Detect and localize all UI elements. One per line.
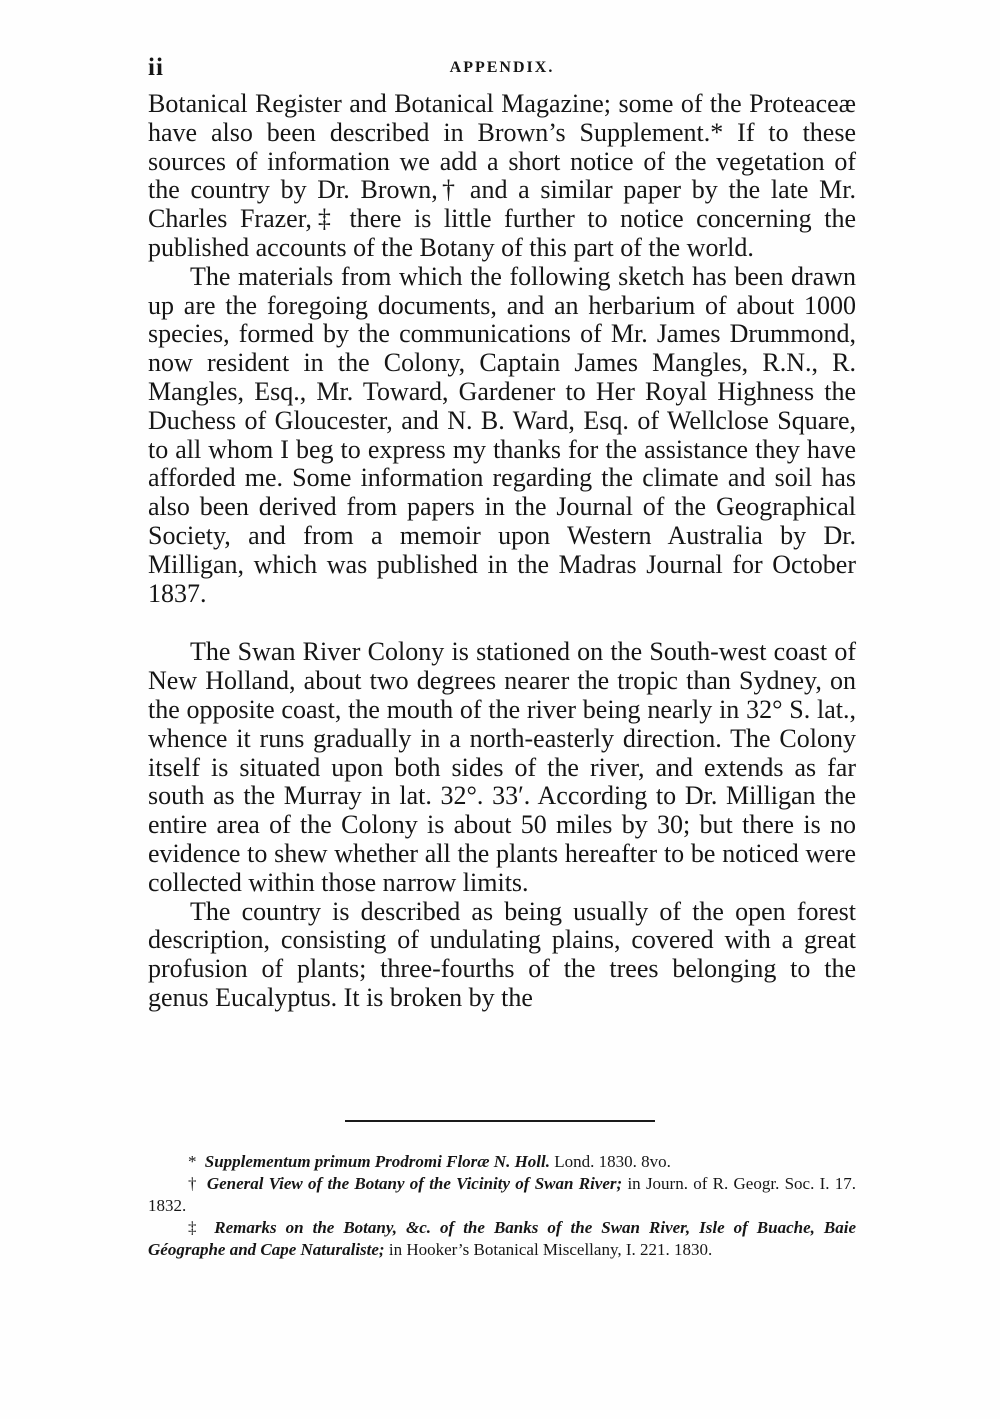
footnote-text: in Hooker’s Botanical Miscellany, I. 221. 1830. bbox=[388, 1240, 713, 1259]
footnote-mark: ‡ bbox=[188, 1218, 202, 1237]
footnotes bbox=[148, 1151, 856, 1261]
body-paragraph: The Swan River Colony is stationed on the South-west coast of New Holland, about two degrees nearer the tropic than Sydney, on the opposite coast, the mouth of the river being nearly in 32° S. lat., whence it runs gradually in a north-easterly direction. The Colony itself is situated upon both sides of the river, and extends as far south as the Murray in lat. 32°. 33′. According to Dr. Milligan the entire area of the Colony is about 50 miles by 30; but there is no evidence to shew whether all the plants hereafter to be noticed were collected within those narrow limits. bbox=[148, 637, 856, 897]
body-paragraph: Botanical Register and Botanical Magazine; some of the Proteaceæ have also been described in Brown’s Supplement.* If to these sources of information we add a short notice of the vegetation of the country by Dr. Brown,† and a similar paper by the late Mr. Charles Frazer,‡ there is little further to notice concerning the published accounts of the Botany of this part of the world. bbox=[148, 89, 856, 262]
footnote-mark: * bbox=[188, 1152, 197, 1171]
section-break bbox=[148, 608, 856, 638]
running-head-title: APPENDIX. bbox=[449, 59, 555, 76]
footnote-divider bbox=[345, 1120, 655, 1122]
body-paragraph: The materials from which the following sketch has been drawn up are the foregoing documents, and an herbarium of about 1000 species, formed by the communications of Mr. James Drummond, now resident in the Colony, Captain James Mangles, R.N., R. Mangles, Esq., Mr. Toward, Gardener to Her Royal Highness the Duchess of Gloucester, and N. B. Ward, Esq. of Wellclose Square, to all whom I beg to express my thanks for the assistance they have afforded me. Some information regarding the climate and soil has also been derived from papers in the Journal of the Geographical Society, and from a memoir upon Western Australia by Dr. Milligan, which was published in the Madras Journal for October 1837. bbox=[148, 261, 856, 608]
footnote-title: Remarks on the Botany, &c. of the Banks of the Swan River, Isle of Buache, Baie Géographe and Cape Naturaliste; bbox=[148, 1218, 856, 1259]
footnote-title: General View of the Botany of the Vicinity of Swan River; bbox=[206, 1174, 623, 1193]
footnote bbox=[148, 1173, 856, 1217]
running-head bbox=[148, 54, 856, 84]
body-paragraph: The country is described as being usually of the open forest description, consisting of undulating plains, covered with a great profusion of plants; three-fourths of the trees belonging to the genus Eucalyptus. It is broken by the bbox=[148, 896, 856, 1012]
body-text bbox=[148, 90, 856, 1013]
footnote-text: in Journ. of R. Geogr. Soc. I. 17. 1832. bbox=[148, 1174, 857, 1215]
footnote bbox=[148, 1217, 856, 1261]
footnote-text: Lond. 1830. 8vo. bbox=[554, 1152, 671, 1171]
page-number: ii bbox=[148, 54, 164, 81]
footnote-mark: † bbox=[188, 1174, 198, 1193]
footnote bbox=[148, 1151, 856, 1173]
footnote-title: Supplementum primum Prodromi Floræ N. Holl. bbox=[204, 1152, 551, 1171]
